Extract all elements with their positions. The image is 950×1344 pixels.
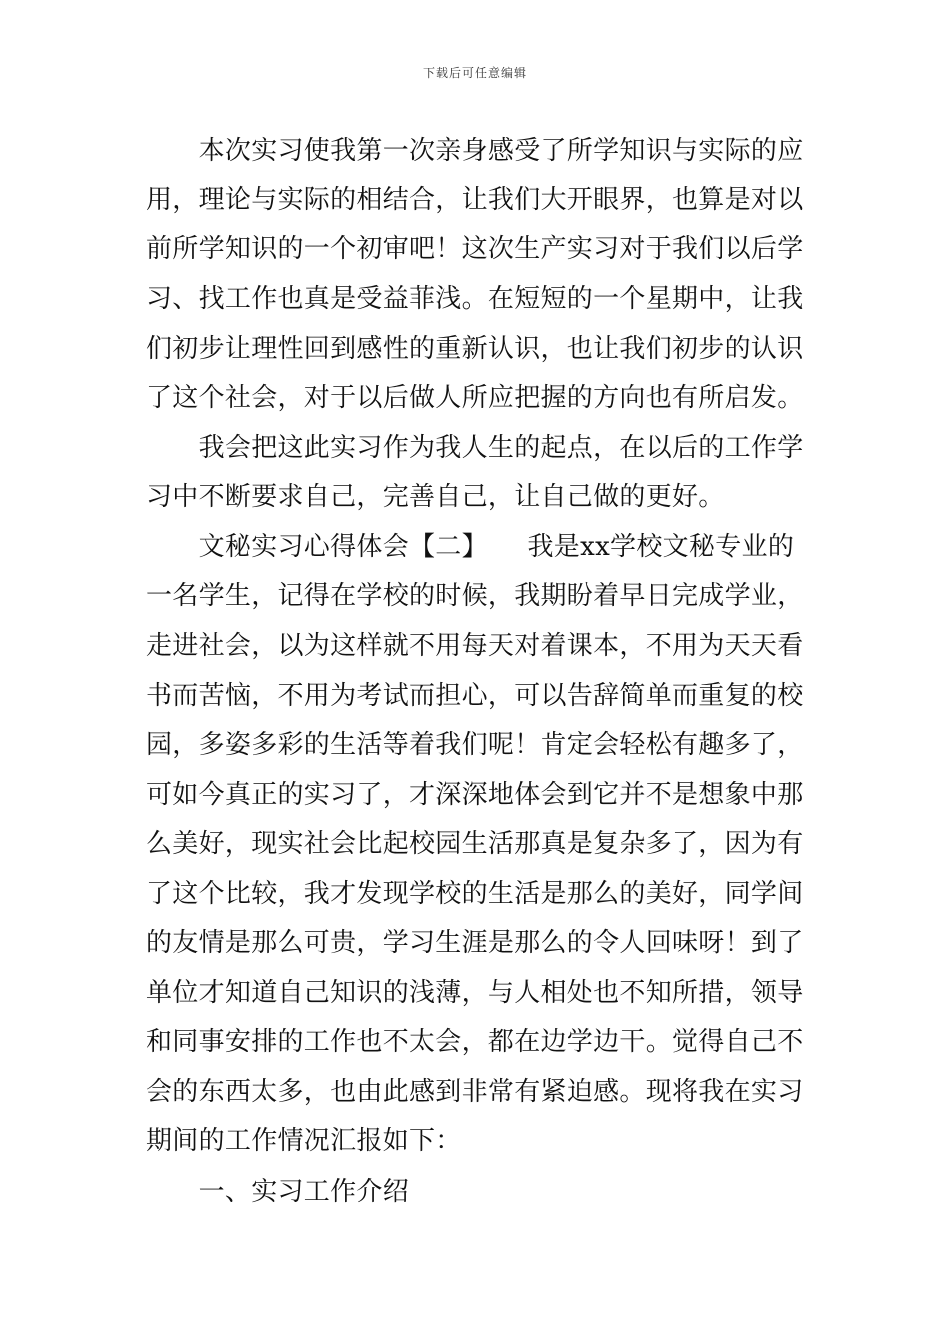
page-header: 下载后可任意编辑 — [422, 66, 527, 80]
body-line: 习、找工作也真是受益菲浅。在短短的一个星期中，让我 — [146, 284, 804, 314]
body-line: 文秘实习心得体会【二】 我是xx学校文秘专业的 — [146, 532, 795, 562]
body-line: 本次实习使我第一次亲身感受了所学知识与实际的应 — [146, 136, 804, 166]
body-line: 可如今真正的实习了，才深深地体会到它并不是想象中那 — [146, 780, 804, 810]
body-line: 前所学知识的一个初审吧！这次生产实习对于我们以后学 — [146, 234, 804, 264]
body-line: 一名学生，记得在学校的时候，我期盼着早日完成学业， — [146, 581, 804, 611]
body-line: 么美好，现实社会比起校园生活那真是复杂多了，因为有 — [146, 829, 804, 859]
body-line: 习中不断要求自己，完善自己，让自己做的更好。 — [146, 482, 725, 512]
body-line: 和同事安排的工作也不太会，都在边学边干。觉得自己不 — [146, 1027, 804, 1057]
body-line: 期间的工作情况汇报如下： — [146, 1126, 462, 1156]
body-line: 单位才知道自己知识的浅薄，与人相处也不知所措，领导 — [146, 978, 804, 1008]
body-line: 会的东西太多，也由此感到非常有紧迫感。现将我在实习 — [146, 1077, 804, 1107]
body-line: 书而苦恼，不用为考试而担心，可以告辞简单而重复的校 — [146, 681, 804, 711]
body-line: 走进社会，以为这样就不用每天对着课本，不用为天天看 — [146, 631, 804, 661]
body-line: 我会把这此实习作为我人生的起点，在以后的工作学 — [146, 433, 804, 463]
body-line: 的友情是那么可贵，学习生涯是那么的令人回味呀！到了 — [146, 928, 804, 958]
section-heading: 一、实习工作介绍 — [146, 1177, 410, 1207]
body-line: 了这个比较，我才发现学校的生活是那么的美好，同学间 — [146, 879, 804, 909]
body-line: 了这个社会，对于以后做人所应把握的方向也有所启发。 — [146, 383, 804, 413]
body-line: 们初步让理性回到感性的重新认识，也让我们初步的认识 — [146, 334, 804, 364]
body-line: 用，理论与实际的相结合，让我们大开眼界，也算是对以 — [146, 185, 804, 215]
body-line: 园，多姿多彩的生活等着我们呢！肯定会轻松有趣多了， — [146, 730, 804, 760]
